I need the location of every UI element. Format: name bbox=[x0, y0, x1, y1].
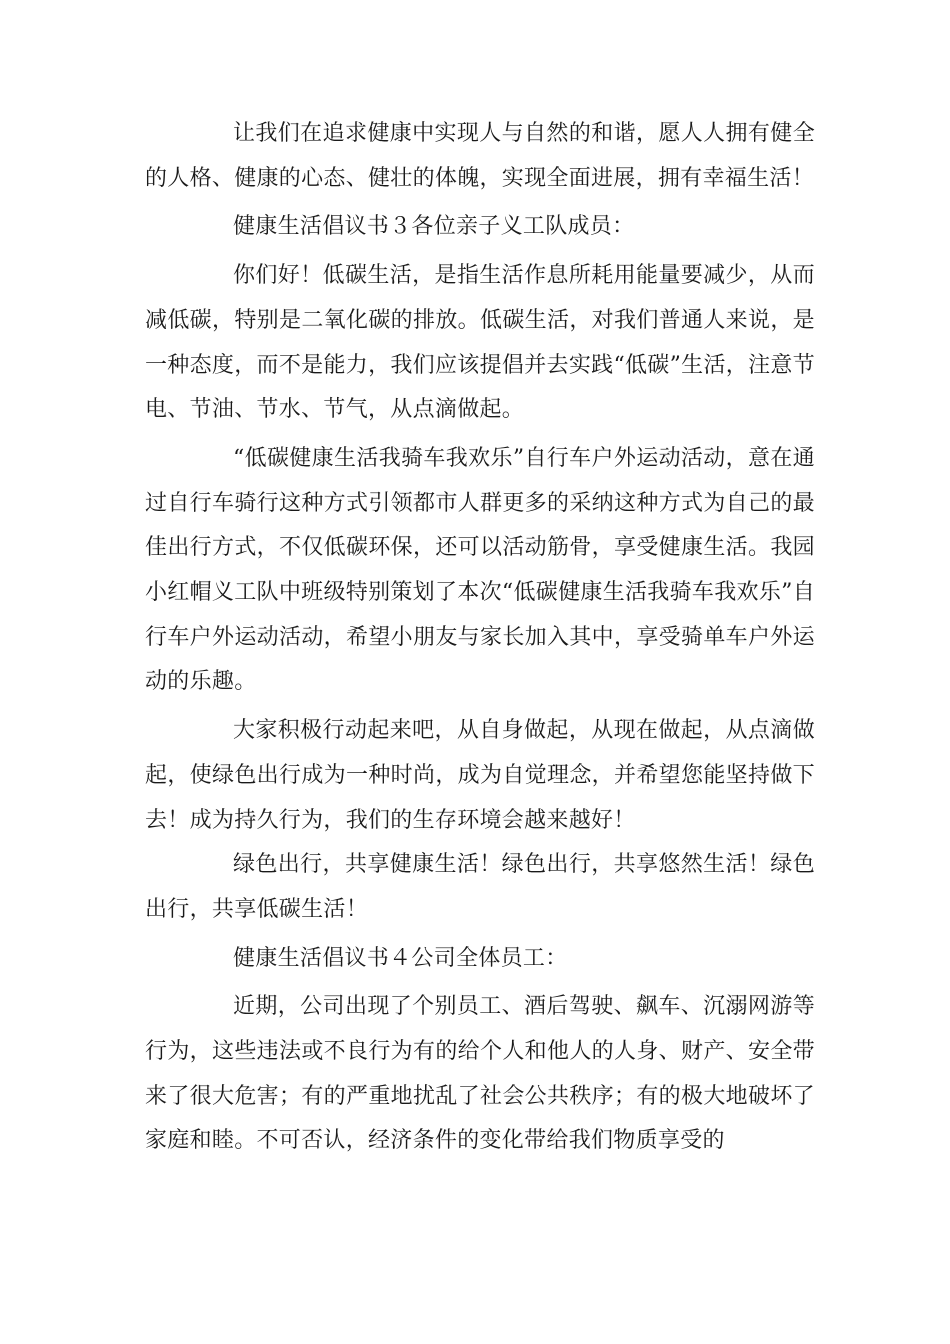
paragraph-heading-letter-4: 健康生活倡议书４公司全体员工： bbox=[233, 945, 568, 971]
paragraph-cycling-activity: “低碳健康生活我骑车我欢乐”自行车户外运动活动，意在通过自行车骑行这种方式引领都市人群更多的采纳这种方式为自己的最佳出行方式，不仅低碳环保，还可以活动筋骨，享受健康生活。我园小红帽义工队中班级特别策划了本次“低碳健康生活我骑车我欢乐”自行车户外运动活动，希望小朋友与家长加入其中，享受骑单车户外运动的乐趣。 bbox=[145, 445, 815, 695]
paragraph-green-travel-slogan: 绿色出行，共享健康生活！绿色出行，共享悠然生活！绿色出行，共享低碳生活！ bbox=[145, 852, 815, 922]
paragraph-call-to-action: 大家积极行动起来吧，从自身做起，从现在做起，从点滴做起，使绿色出行成为一种时尚，成为自觉理念，并希望您能坚持做下去！成为持久行为，我们的生存环境会越来越好！ bbox=[145, 718, 815, 833]
paragraph-heading-letter-3: 健康生活倡议书３各位亲子义工队成员： bbox=[233, 214, 635, 240]
paragraph-harmony-closing: 让我们在追求健康中实现人与自然的和谐，愿人人拥有健全的人格、健康的心态、健壮的体魄，实现全面进展，拥有幸福生活！ bbox=[145, 121, 815, 191]
document-body bbox=[145, 112, 815, 1164]
paragraph-low-carbon-intro: 你们好！低碳生活，是指生活作息所耗用能量要减少，从而减低碳，特别是二氧化碳的排放。低碳生活，对我们普通人来说，是一种态度，而不是能力，我们应该提倡并去实践“低碳”生活，注意节电、节油、节水、节气，从点滴做起。 bbox=[145, 263, 815, 423]
paragraph-company-notice: 近期，公司出现了个别员工、酒后驾驶、飙车、沉溺网游等行为，这些违法或不良行为有的给个人和他人的人身、财产、安全带来了很大危害；有的严重地扰乱了社会公共秩序；有的极大地破坏了家庭和睦。不可否认，经济条件的变化带给我们物质享受的 bbox=[145, 994, 815, 1154]
